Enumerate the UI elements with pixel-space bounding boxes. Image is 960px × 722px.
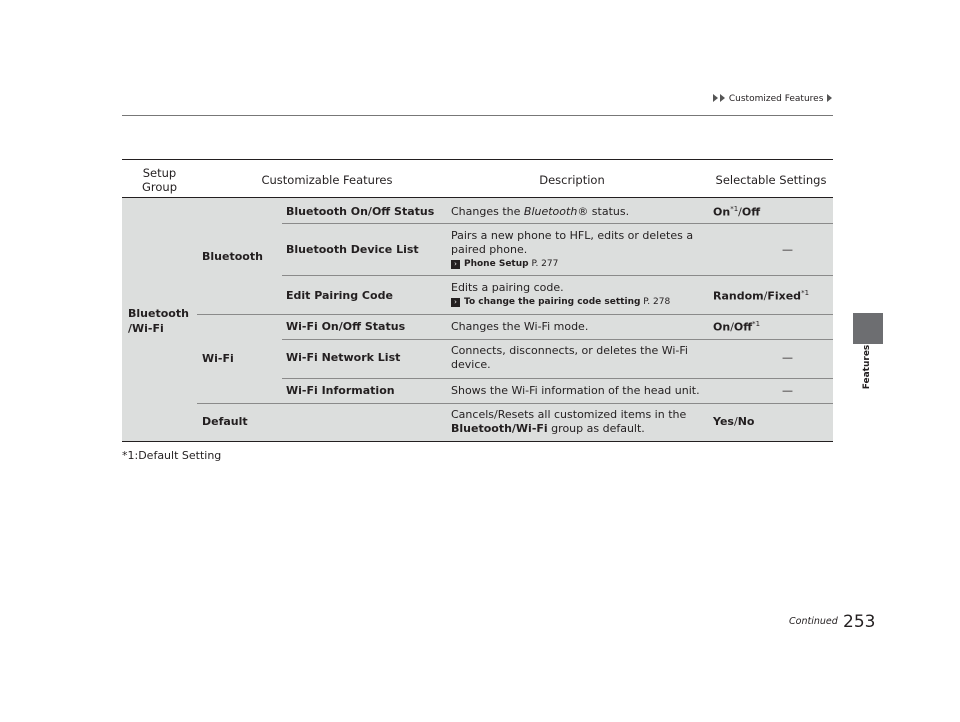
header-settings: Selectable Settings — [715, 173, 827, 187]
breadcrumb-arrow-icon — [720, 94, 725, 102]
table-bottom-rule — [122, 441, 833, 442]
row-divider — [282, 275, 833, 276]
feature-bt-device-list: Bluetooth Device List — [286, 243, 419, 256]
setting-wifi-info: — — [782, 384, 793, 397]
row-divider — [282, 223, 833, 224]
subgroup-wifi: Wi-Fi — [202, 352, 234, 365]
setting-default: Yes/No — [713, 415, 755, 428]
chapter-tab — [853, 313, 883, 344]
group-label: Bluetooth /Wi-Fi — [128, 307, 189, 335]
feature-bt-status: Bluetooth On/Off Status — [286, 205, 435, 218]
desc-edit-pairing: Edits a pairing code. › To change the pairing code setting P. 278 — [451, 281, 711, 308]
breadcrumb-arrow-icon — [827, 94, 832, 102]
feature-edit-pairing: Edit Pairing Code — [286, 289, 393, 302]
desc-bt-device-list: Pairs a new phone to HFL, edits or deletes a paired phone. › Phone Setup P. 277 — [451, 229, 701, 270]
row-divider — [197, 403, 833, 404]
setting-bt-status: On$^{*1}$/Off — [713, 205, 761, 219]
desc-wifi-network-list: Connects, disconnects, or deletes the Wi-Fi device. — [451, 344, 688, 371]
desc-wifi-status: Changes the Wi-Fi mode. — [451, 320, 589, 333]
footnote: *1:Default Setting — [122, 449, 222, 462]
desc-wifi-info: Shows the Wi-Fi information of the head unit. — [451, 384, 700, 397]
continued-label: Continued — [789, 616, 838, 627]
setting-bt-device-list: — — [782, 243, 793, 256]
chapter-tab-label: Features — [862, 344, 872, 390]
header-description: Description — [539, 173, 605, 187]
feature-wifi-info: Wi-Fi Information — [286, 384, 395, 397]
header-setup-group: Setup Group — [141, 166, 177, 195]
setting-wifi-network-list: — — [782, 351, 793, 364]
breadcrumb — [712, 94, 833, 104]
row-divider — [282, 339, 833, 340]
page-number: 253 — [843, 612, 876, 632]
desc-bt-status: Changes the Bluetooth® status. — [451, 205, 630, 218]
cross-reference-icon: › — [451, 298, 460, 307]
header-rule — [122, 115, 833, 116]
xref-pairing-code[interactable]: › To change the pairing code setting P. 278 — [451, 296, 711, 308]
feature-wifi-network-list: Wi-Fi Network List — [286, 351, 401, 364]
breadcrumb-arrow-icon — [713, 94, 718, 102]
subgroup-bluetooth: Bluetooth — [202, 250, 263, 263]
row-divider — [197, 314, 833, 315]
feature-default: Default — [202, 415, 248, 428]
breadcrumb-section: Customized Features — [728, 94, 824, 104]
table-top-rule — [122, 159, 833, 160]
settings-table — [122, 159, 833, 443]
setting-edit-pairing: Random/Fixed$^{*1}$ — [713, 289, 810, 303]
setting-wifi-status: On/Off$^{*1}$ — [713, 320, 761, 334]
row-divider — [282, 378, 833, 379]
cross-reference-icon: › — [451, 260, 460, 269]
xref-phone-setup[interactable]: › Phone Setup P. 277 — [451, 258, 701, 270]
header-features: Customizable Features — [261, 173, 393, 187]
desc-default: Cancels/Resets all customized items in the Bluetooth/Wi-Fi group as default. — [451, 408, 687, 435]
feature-wifi-status: Wi-Fi On/Off Status — [286, 320, 406, 333]
